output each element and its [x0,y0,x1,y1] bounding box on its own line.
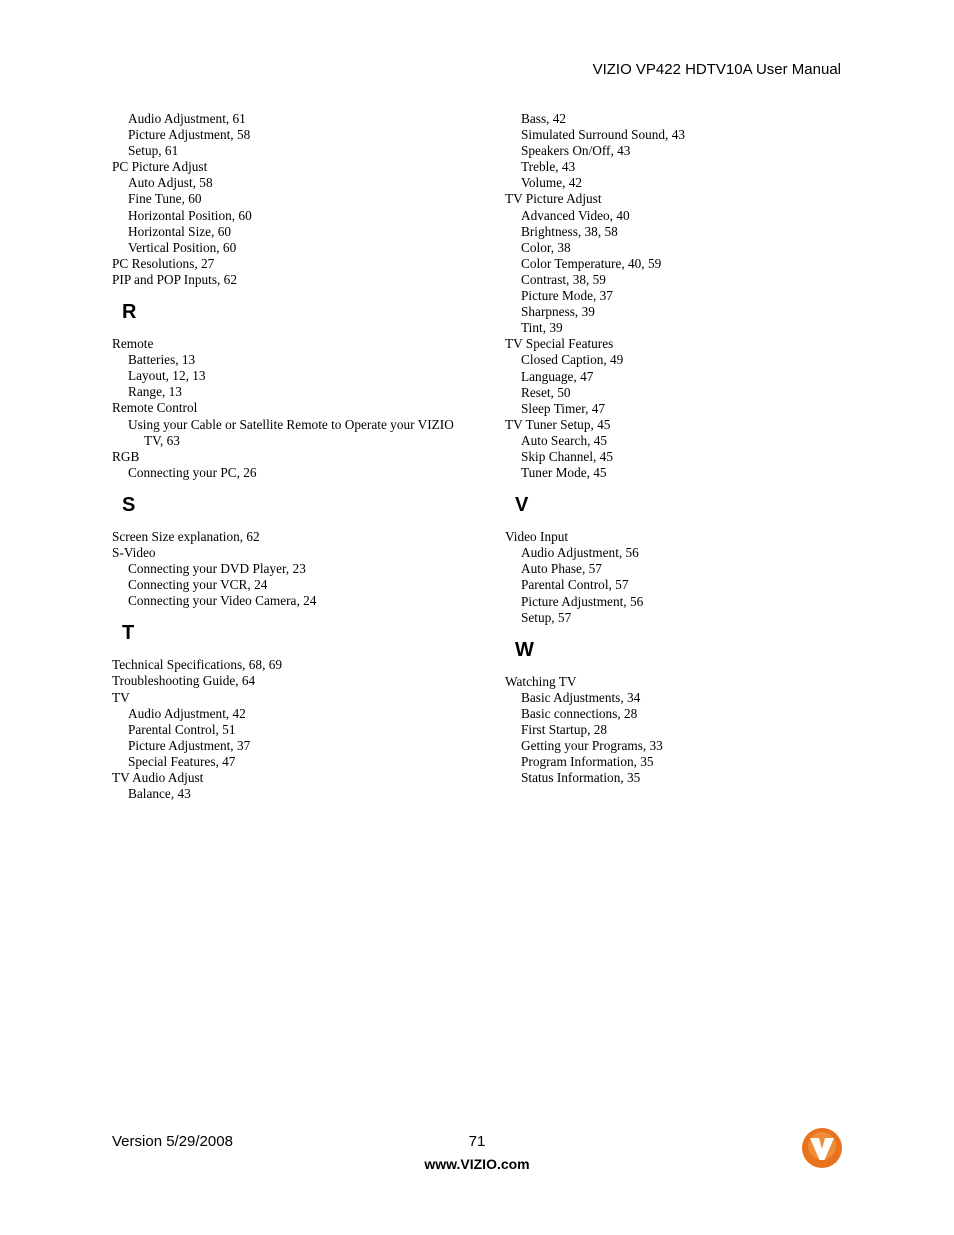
index-subentry: Basic Adjustments, 34 [521,689,641,705]
index-subentry: Contrast, 38, 59 [521,271,606,287]
index-entry: PC Picture Adjust [112,159,208,175]
index-subentry: Horizontal Size, 60 [128,223,232,239]
index-subentry: Using your Cable or Satellite Remote to Operate your VIZIO TV, 63 [128,416,454,448]
index-entry: TV Picture Adjust [505,191,602,207]
index-subentry: Layout, 12, 13 [128,368,206,384]
index-entry: TV Tuner Setup, 45 [505,416,611,432]
index-subentry: Sharpness, 39 [521,304,595,320]
index-subentry: First Startup, 28 [521,722,608,737]
index-entry: TV [112,689,130,705]
index-subentry: Simulated Surround Sound, 43 [521,127,685,143]
index-subentry: Bass, 42 [521,111,567,126]
index-subentry: Auto Phase, 57 [521,561,602,577]
index-subentry: Setup, 61 [128,143,179,159]
index-entry: PC Resolutions, 27 [112,255,215,271]
index-subentry: Basic connections, 28 [521,705,638,721]
index-subentry: Volume, 42 [521,175,583,191]
index-subentry: Audio Adjustment, 61 [128,111,246,126]
index-subentry: Status Information, 35 [521,770,641,786]
index-letter-heading: R [122,301,137,324]
index-subentry: Closed Caption, 49 [521,352,624,368]
index-letter-heading: T [122,622,135,645]
index-subentry: Language, 47 [521,368,594,384]
index-subentry: Vertical Position, 60 [128,239,237,255]
index-subentry: Picture Adjustment, 58 [128,127,251,143]
index-subentry: Tuner Mode, 45 [521,465,607,481]
index-entry: Troubleshooting Guide, 64 [112,673,256,689]
index-entry: Watching TV [505,673,577,689]
index-subentry: Audio Adjustment, 42 [128,705,246,721]
index-subentry: Color Temperature, 40, 59 [521,255,662,271]
index-letter-heading: W [515,638,534,661]
index-entry: Video Input [505,529,569,545]
index-subentry: Range, 13 [128,384,182,400]
index-entry: PIP and POP Inputs, 62 [112,271,237,287]
index-entry: Remote [112,336,154,352]
vizio-logo-icon [801,1127,843,1169]
index-entry: TV Special Features [505,336,614,352]
index-subentry: Connecting your VCR, 24 [128,577,268,593]
index-letter-heading: V [515,494,529,517]
index-subentry: Connecting your DVD Player, 23 [128,561,306,577]
index-subentry: Picture Adjustment, 37 [128,737,251,753]
index-subentry: Sleep Timer, 47 [521,400,606,416]
index-subentry: Audio Adjustment, 56 [521,545,639,561]
index-entry: Screen Size explanation, 62 [112,528,260,544]
index-subentry: Batteries, 13 [128,352,196,368]
index-entry: RGB [112,448,140,464]
index-subentry: Special Features, 47 [128,753,236,769]
index-subentry: Connecting your Video Camera, 24 [128,593,317,609]
index-entry: Technical Specifications, 68, 69 [112,657,283,673]
website-url: www.VIZIO.com [424,1156,530,1172]
index-subentry: Getting your Programs, 33 [521,738,663,754]
index-subentry: Auto Adjust, 58 [128,175,213,191]
index-column-right [505,111,845,786]
index-subentry: Program Information, 35 [521,754,654,770]
index-subentry: Fine Tune, 60 [128,191,202,207]
index-subentry: Reset, 50 [521,384,571,400]
index-subentry: Connecting your PC, 26 [128,464,257,480]
index-subentry: Parental Control, 51 [128,721,236,737]
index-subentry: Parental Control, 57 [521,577,629,593]
index-entry: Remote Control [112,400,198,416]
index-subentry: Picture Adjustment, 56 [521,593,644,609]
index-subentry: Advanced Video, 40 [521,207,630,223]
manual-title: VIZIO VP422 HDTV10A User Manual [592,61,841,78]
version-label: Version 5/29/2008 [112,1133,233,1150]
index-subentry: Speakers On/Off, 43 [521,143,631,159]
index-letter-heading: S [122,493,136,516]
index-subentry: Picture Mode, 37 [521,288,613,304]
index-subentry: Auto Search, 45 [521,432,608,448]
index-subentry: Balance, 43 [128,786,191,802]
index-column-left [112,111,452,802]
index-entry: TV Audio Adjust [112,770,204,785]
index-entry: S-Video [112,544,156,560]
index-subentry: Skip Channel, 45 [521,448,613,464]
index-subentry: Setup, 57 [521,609,572,625]
index-subentry: Treble, 43 [521,159,576,175]
page-number: 71 [468,1133,486,1150]
index-subentry: Horizontal Position, 60 [128,207,252,223]
index-subentry: Brightness, 38, 58 [521,223,618,239]
index-subentry: Tint, 39 [521,320,563,336]
index-subentry: Color, 38 [521,239,571,255]
